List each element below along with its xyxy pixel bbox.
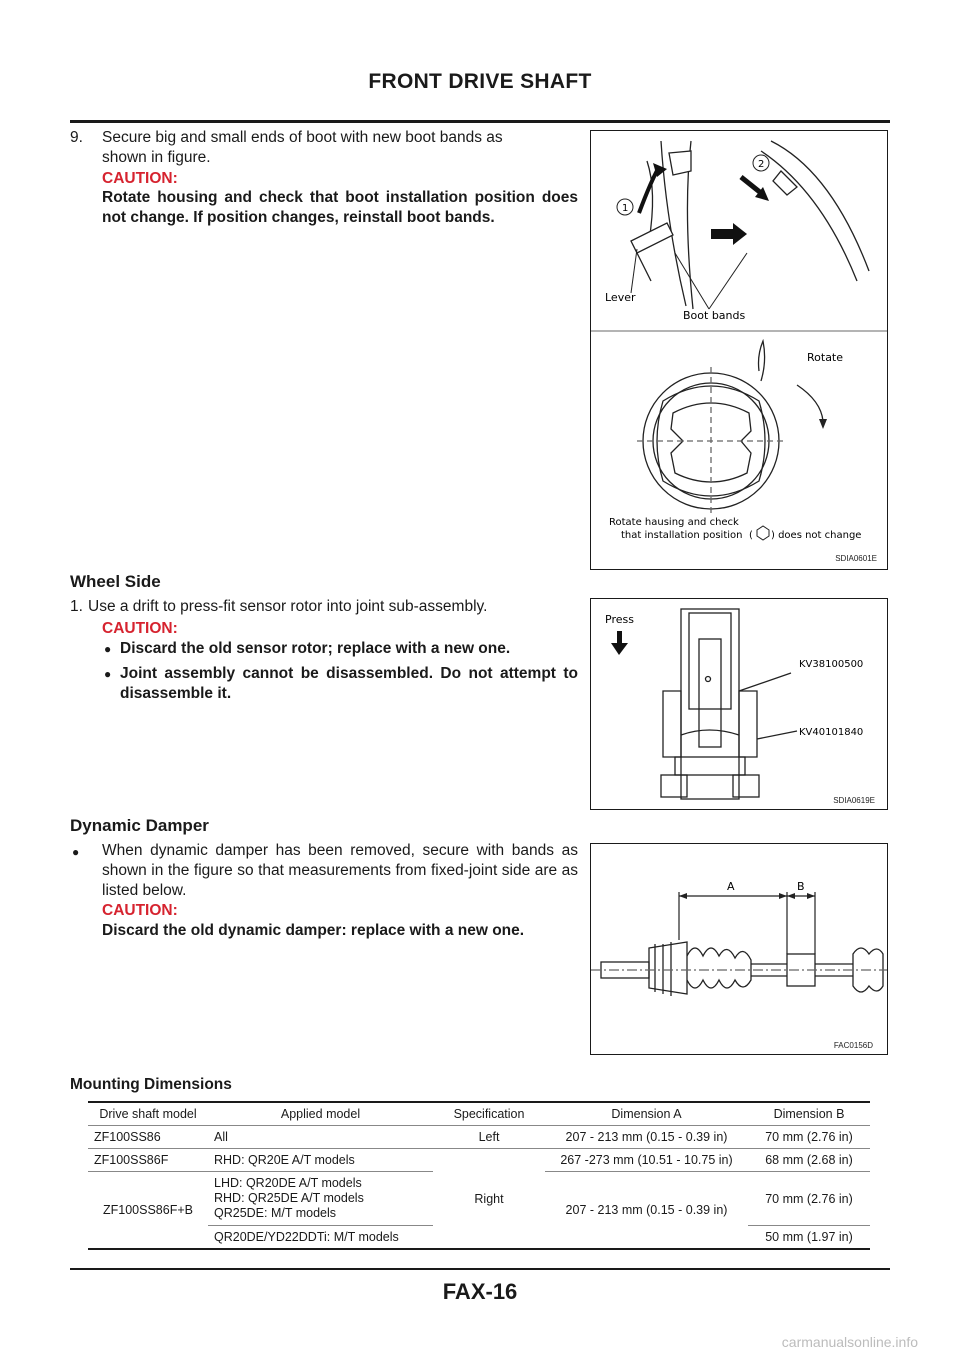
- tool-kv40101840: KV40101840: [799, 727, 864, 738]
- tool-kv38100500: KV38100500: [799, 659, 864, 670]
- bullet-dot: ●: [104, 667, 112, 681]
- bullet-dot: ●: [72, 845, 80, 859]
- cell-dim-b: 70 mm (2.76 in): [748, 1172, 870, 1226]
- cell-model: ZF100SS86F+B: [103, 1203, 193, 1217]
- wheel-caution-bullet2: Joint assembly cannot be disassembled. Do not attempt to disassemble it.: [120, 665, 578, 702]
- caption-paren-close: ) does not change: [771, 530, 862, 541]
- wheel-step-1-number: 1.: [70, 598, 83, 615]
- column-header: Drive shaft model: [88, 1103, 208, 1126]
- cell-spec: Right: [474, 1191, 504, 1206]
- damper-position-diagram: [591, 844, 887, 1054]
- wheel-caution-label: CAUTION:: [102, 620, 178, 637]
- dimension-a-label: A: [727, 880, 735, 893]
- figure-code: SDIA0619E: [833, 796, 875, 805]
- damper-caution-text: Discard the old dynamic damper: replace with a new one.: [102, 922, 525, 939]
- figure-boot-bands: [590, 130, 888, 570]
- caption-line1: Rotate hausing and check: [609, 517, 739, 528]
- cell-dim-a: 207 - 213 mm (0.15 - 0.39 in): [565, 1130, 728, 1144]
- cell-dim-b: 70 mm (2.76 in): [765, 1130, 853, 1144]
- applied-line: QR25DE: M/T models: [214, 1206, 337, 1220]
- footer-rule: [70, 1268, 890, 1270]
- step-9-number: 9.: [70, 129, 83, 146]
- page-code: FAX-16: [442, 1279, 518, 1304]
- column-header: Specification: [433, 1103, 545, 1126]
- figure-code: SDIA0601E: [835, 554, 877, 563]
- rotate-label: Rotate: [807, 351, 844, 364]
- cell-model: ZF100SS86: [94, 1130, 161, 1144]
- table-row: [88, 1126, 870, 1149]
- boot-bands-diagram: [591, 131, 887, 569]
- press-fit-diagram: [591, 599, 887, 809]
- cell-applied: QR20DE/YD22DDTi: M/T models: [214, 1230, 399, 1244]
- wheel-caution-bullet1: Discard the old sensor rotor; replace with a new one.: [120, 640, 511, 657]
- boot-bands-label: Boot bands: [683, 309, 746, 322]
- lever-label: Lever: [605, 291, 636, 304]
- cell-applied: All: [214, 1130, 228, 1144]
- section-heading-wheel-side: Wheel Side: [70, 572, 161, 591]
- cell-spec: Left: [478, 1130, 500, 1144]
- title-rule: [70, 120, 890, 123]
- cell-applied: [208, 1172, 433, 1226]
- cell-applied: RHD: QR20E A/T models: [208, 1149, 433, 1172]
- cell-dim-b: 50 mm (1.97 in): [765, 1230, 853, 1244]
- cell-dim-a: 207 - 213 mm (0.15 - 0.39 in): [565, 1203, 728, 1217]
- page-title: FRONT DRIVE SHAFT: [368, 70, 592, 93]
- table-header-row: [88, 1103, 870, 1126]
- watermark: carmanualsonline.info: [781, 1334, 918, 1350]
- cell-dim-a: 267 -273 mm (10.51 - 10.75 in): [545, 1149, 748, 1172]
- mounting-dimensions-table: [88, 1101, 870, 1250]
- callout-1: 1: [622, 203, 629, 214]
- column-header: Dimension B: [748, 1103, 870, 1126]
- applied-line: RHD: QR25DE A/T models: [214, 1191, 364, 1205]
- applied-line: LHD: QR20DE A/T models: [214, 1176, 362, 1190]
- damper-caution-label: CAUTION:: [102, 902, 178, 919]
- wheel-step-1-text: Use a drift to press-fit sensor rotor into joint sub-assembly.: [88, 598, 488, 615]
- section-heading-dynamic-damper: Dynamic Damper: [70, 816, 209, 835]
- table-row: [88, 1149, 870, 1172]
- cell-model: ZF100SS86F: [88, 1149, 208, 1172]
- press-label: Press: [605, 613, 634, 626]
- caption-line2: that installation position: [621, 530, 743, 541]
- figure-damper-position: [590, 843, 888, 1055]
- bullet-dot: ●: [104, 642, 112, 656]
- figure-press-fit: [590, 598, 888, 810]
- column-header: Applied model: [208, 1103, 433, 1126]
- step-9-caution-label: CAUTION:: [102, 170, 178, 187]
- figure-code: FAC0156D: [833, 1041, 873, 1050]
- dimension-b-label: B: [797, 880, 805, 893]
- section-heading-mounting-dimensions: Mounting Dimensions: [70, 1076, 232, 1093]
- dynamic-damper-text: When dynamic damper has been removed, secure with bands as shown in the figure so that measurements from fixed-joint side are as listed below.: [102, 842, 578, 899]
- cell-dim-b: 68 mm (2.68 in): [748, 1149, 870, 1172]
- step-9-caution-text: Rotate housing and check that boot installation position does not change. If position changes, reinstall boot bands.: [102, 189, 578, 226]
- octagon-icon: [757, 526, 769, 540]
- caption-paren-open: (: [749, 530, 753, 541]
- column-header: Dimension A: [545, 1103, 748, 1126]
- step-9-text-line2: shown in figure.: [102, 149, 211, 166]
- step-9-text-line1: Secure big and small ends of boot with new boot bands as: [102, 129, 503, 146]
- callout-2: 2: [758, 159, 765, 170]
- spec-table: [88, 1103, 870, 1248]
